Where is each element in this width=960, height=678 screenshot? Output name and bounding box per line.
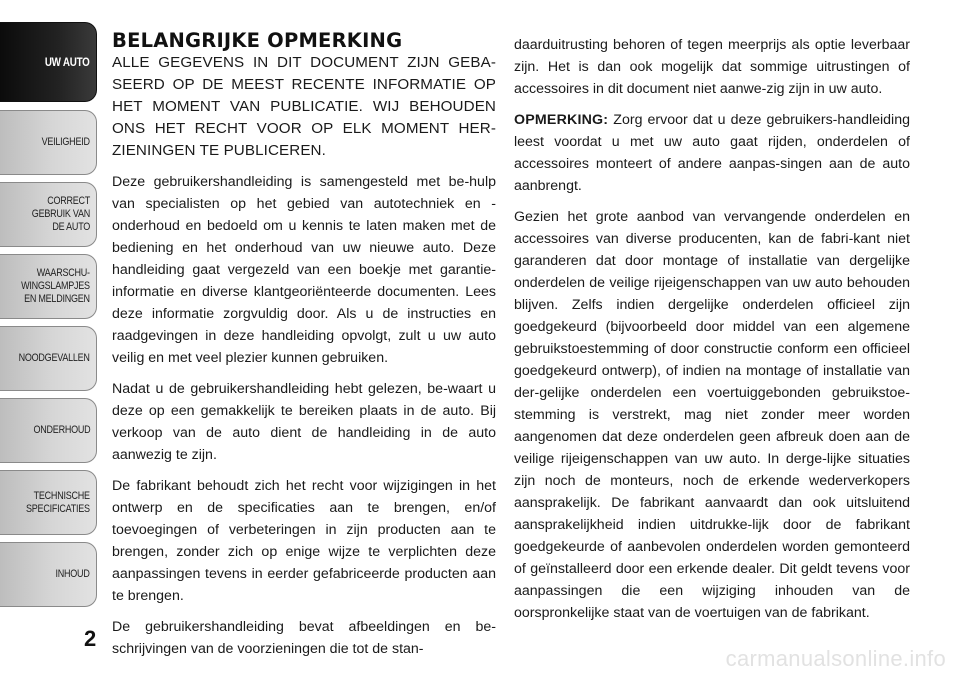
right-column	[514, 34, 910, 633]
note-paragraph	[514, 109, 910, 197]
important-notice-paragraph: ALLE GEGEVENS IN DIT DOCUMENT ZIJN GEBA-SEERD OP DE MEEST RECENTE INFORMATIE OP HET MOMENT VAN PUBLICATIE. WIJ BEHOUDEN ONS HET RECHT VOOR OP ELK MOMENT HER-ZIENINGEN TE PUBLICEREN.	[112, 54, 496, 159]
chapter-sidebar	[0, 0, 100, 678]
tab-veiligheid[interactable]: VEILIGHEID	[0, 110, 97, 175]
watermark: carmanualsonline.info	[725, 646, 946, 671]
tab-noodgevallen[interactable]: NOODGEVALLEN	[0, 326, 97, 391]
section-heading: BELANGRIJKE OPMERKING	[112, 29, 403, 52]
page-number: 2	[84, 626, 97, 651]
tab-correct-gebruik[interactable]: CORRECT GEBRUIK VAN DE AUTO	[0, 182, 97, 247]
tab-uw-auto[interactable]: UW AUTO	[0, 22, 97, 102]
tab-waarschuwingslampjes[interactable]: WAARSCHU- WINGSLAMPJES EN MELDINGEN	[0, 254, 97, 319]
note-label: OPMERKING:	[514, 112, 609, 128]
storage-paragraph: Nadat u de gebruikershandleiding hebt gelezen, be-waart u deze op een gemakkelijk te bereiken plaats in de auto. Bij verkoop van de auto dient de handleiding in de auto aanwezig te zijn.	[112, 381, 496, 463]
parts-liability-paragraph: Gezien het grote aanbod van vervangende onderdelen en accessoires van diverse producenten, kan de fabri-kant niet garanderen dat door montage of installatie van dergelijke onderdelen de veilige rijeigenschappen van uw auto behouden blijven. Zelfs indien dergelijke onderdelen officieel zijn goedgekeurd (bijvoorbeeld door middel van een algemene gebruikstoestemming of door constructie conform een officieel goedgekeurd ontwerp), of indien na montage of installatie van der-gelijke onderdelen een voertuiggebonden gebruikstoe-stemming is verstrekt, mag niet zonder meer worden aangenomen dat deze onderdelen geen afbreuk doen aan de veilige rijeigenschappen van uw auto. In derge-lijke situaties zijn noch de monteurs, noch de erkende wederverkopers aansprakelijk. De fabrikant aanvaardt dan ook uitsluitend aansprakelijkheid indien uitdrukke-lijk door de fabrikant goedgekeurde of aanbevolen onderdelen worden gemonteerd of geïnstalleerd door een erkende dealer. Dit geldt tevens voor aanpassingen die een wijziging inhouden van de oorspronkelijke staat van de voertuigen van de fabrikant.	[514, 209, 910, 621]
tab-onderhoud[interactable]: ONDERHOUD	[0, 398, 97, 463]
manufacturer-rights-paragraph: De fabrikant behoudt zich het recht voor wijzigingen in het ontwerp en de specificaties aan te brengen, en/of toevoegingen of verbeteringen in zijn producten aan te brengen, zonder zich op enige wijze te verplichten deze aanpassingen tevens in eerder gefabriceerde producten aan te brengen.	[112, 478, 496, 604]
intro-paragraph: Deze gebruikershandleiding is samengesteld met be-hulp van specialisten op het gebied van autotechniek en -onderhoud en bedoeld om u kennis te laten maken met de bediening en het onderhoud van uw nieuwe auto. Deze handleiding gaat vergezeld van een boekje met garantie-informatie en diverse klantgeoriënteerde documenten. Lees deze informatie zorgvuldig door. Als u de instructies en raadgevingen in deze handleiding opvolgt, zult u uw auto veilig en met veel plezier kunnen gebruiken.	[112, 174, 496, 366]
illustrations-paragraph: De gebruikershandleiding bevat afbeeldingen en be-schrijvingen van de voorzieningen die tot de stan-	[112, 619, 496, 657]
left-column	[112, 30, 496, 669]
tab-technische-specificaties[interactable]: TECHNISCHE SPECIFICATIES	[0, 470, 97, 535]
equipment-paragraph: daarduitrusting behoren of tegen meerprijs als optie leverbaar zijn. Het is dan ook mogelijk dat sommige uitrustingen of accessoires in dit document niet aanwe-zig zijn in uw auto.	[514, 37, 910, 97]
tab-inhoud[interactable]: INHOUD	[0, 542, 97, 607]
note-text: Zorg ervoor dat u deze gebruikers-handleiding leest voordat u met uw auto gaat rijden, onderdelen of accessoires monteert of andere aanpas-singen aan de auto aanbrengt.	[514, 112, 910, 194]
